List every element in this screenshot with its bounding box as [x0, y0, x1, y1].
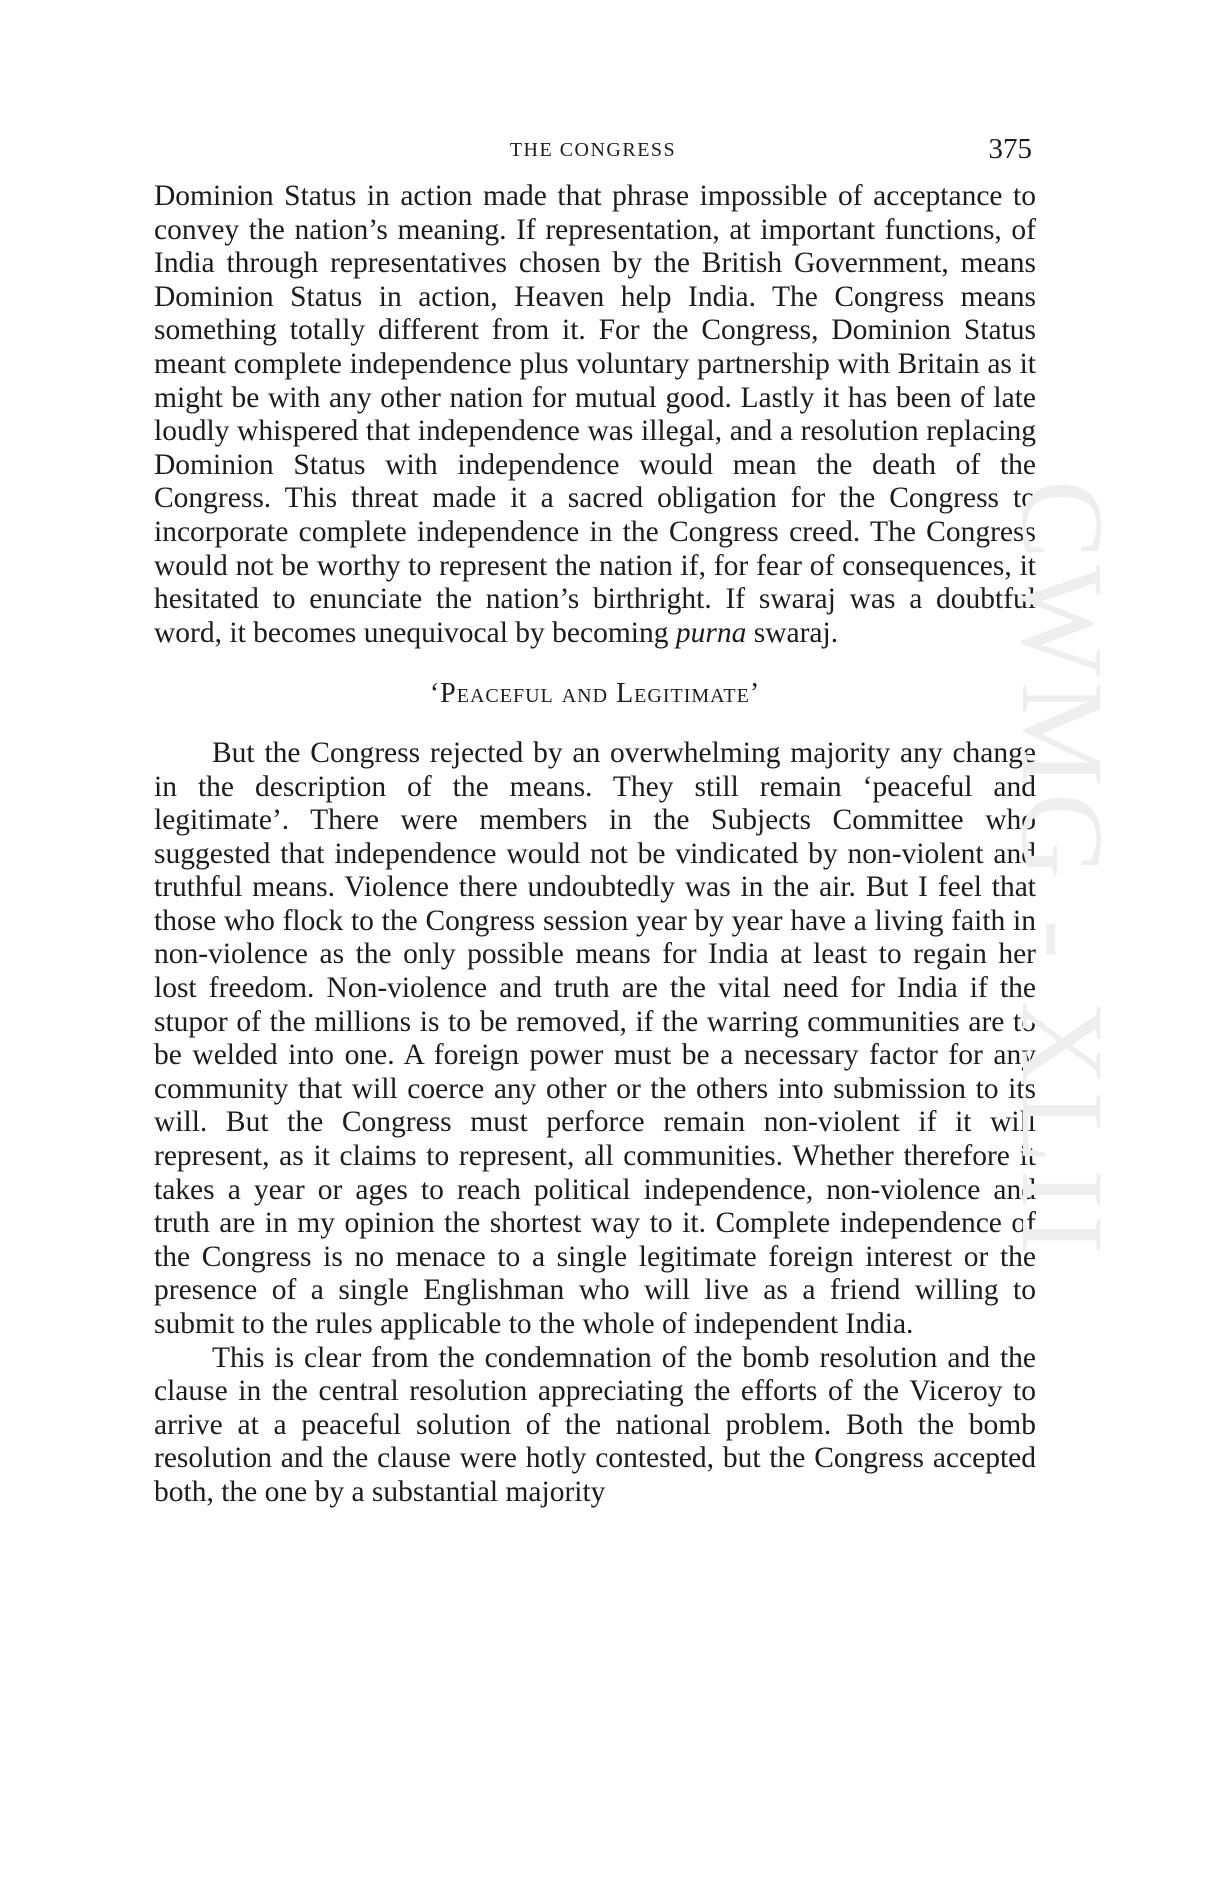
paragraph: [154, 180, 1036, 650]
paragraph: But the Congress rejected by an overwhelming majority any change in the description of the means. They still remain ‘peaceful and legitimate’. There were members in the Subjects Committee who suggested that independence would not be vindicated by non-violent and truthful means. Violence there undoubtedly was in the air. But I feel that those who flock to the Congress session year by year have a living faith in non-violence as the only possible means for India at least to regain her lost freedom. Non-violence and truth are the vital need for India if the stupor of the millions is to be removed, if the warring communities are to be welded into one. A foreign power must be a necessary factor for any community that will coerce any other or the others into submission to its will. But the Congress must perforce remain non-violent if it will represent, as it claims to represent, all communities. Whether therefore it takes a year or ages to reach political independence, non-violence and truth are in my opinion the shortest way to it. Complete independence of the Congress is no menace to a single legitimate foreign interest or the presence of a single Englishman who will live as a friend willing to submit to the rules applicable to the whole of independent India.: [154, 736, 1036, 1340]
italic-word: purna: [675, 616, 747, 649]
watermark: [997, 480, 1150, 1460]
paragraph-text: Dominion Status in action made that phrase impossible of acceptance to convey the nation’s meaning. If representation, at important functions, of India through representatives chosen by the British Government, means Dominion Status in action, Heaven help India. The Congress means something totally different from it. For the Congress, Dominion Status meant complete independence plus voluntary partnership with Britain as it might be with any other nation for mutual good. Lastly it has been of late loudly whispered that independence was illegal, and a resolution replacing Dominion Status with independence would mean the death of the Congress. This threat made it a sacred obligation for the Congress to incorporate complete independence in the Congress creed. The Congress would not be worthy to represent the nation if, for fear of consequences, it hesitated to enunciate the nation’s birthright. If swaraj was a doubtful word, it becomes unequivocal by becoming: [154, 180, 1036, 649]
running-title: THE CONGRESS: [509, 139, 677, 161]
paragraph-text-end: swaraj.: [753, 616, 839, 649]
body-text: [154, 180, 1036, 1510]
running-head: [154, 133, 1032, 169]
paragraph: This is clear from the condemnation of the bomb resolution and the clause in the central resolution appreciating the efforts of the Viceroy to arrive at a peaceful solution of the national problem. Both the bomb resolution and the clause were hotly contested, but the Congress accepted both, the one by a substantial majority: [154, 1341, 1036, 1508]
section-heading: ‘Peaceful and Legitimate’: [429, 678, 761, 710]
page-number: 375: [988, 133, 1032, 165]
watermark-text: CWMG - XLII: [997, 480, 1128, 1261]
